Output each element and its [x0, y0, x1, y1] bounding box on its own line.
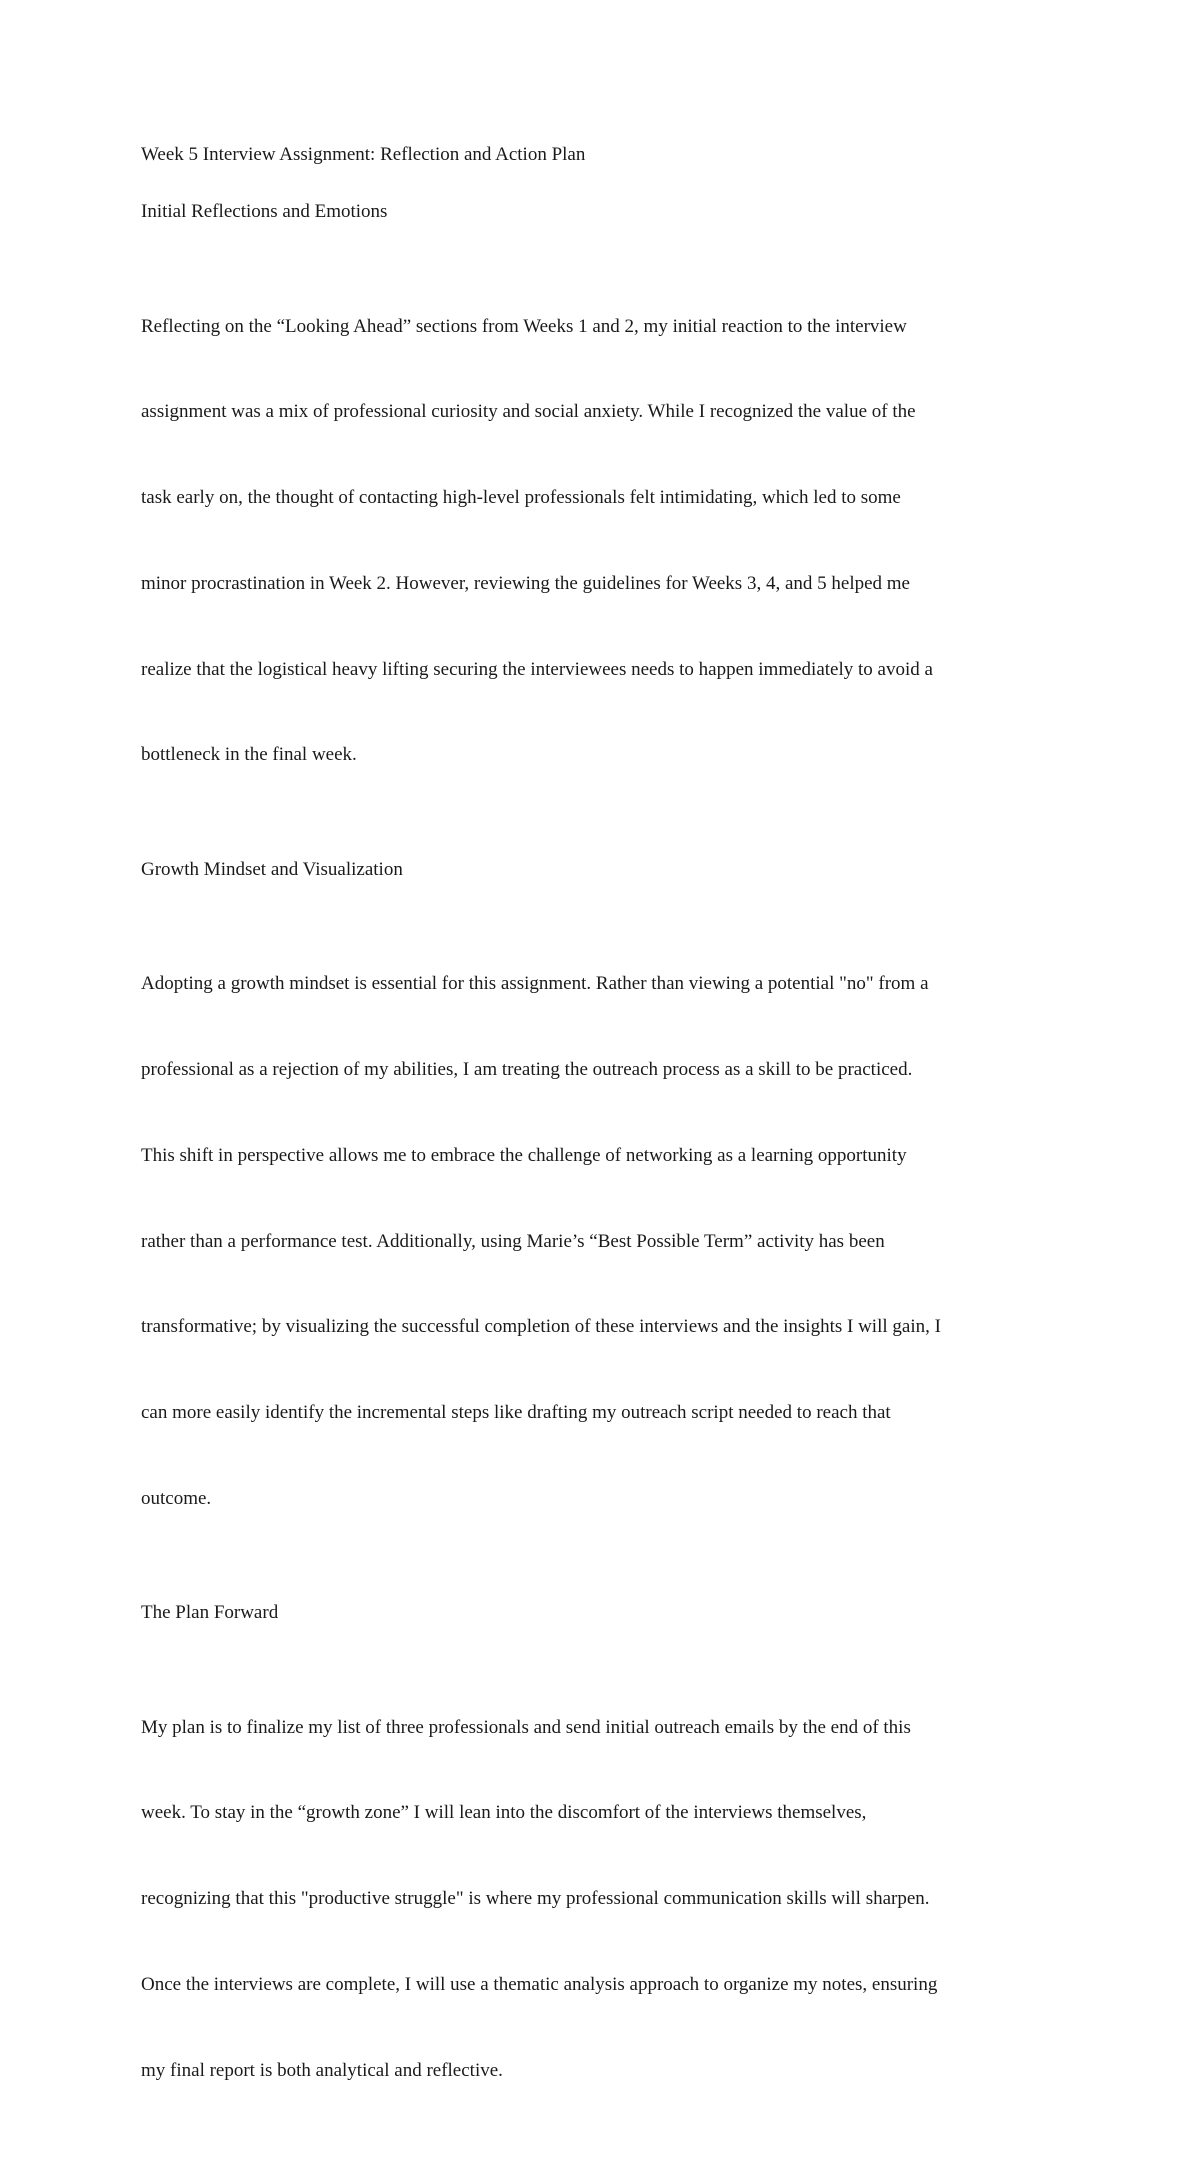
- paragraph-line: bottleneck in the final week.: [141, 744, 357, 766]
- paragraph-line: My plan is to finalize my list of three professionals and send initial outreach emails by the end of this: [141, 1716, 911, 1738]
- paragraph-initial-reflections: [141, 255, 1061, 827]
- paragraph-line: task early on, the thought of contacting high-level professionals felt intimidating, which led to some: [141, 487, 901, 509]
- paragraph-line: professional as a rejection of my abilities, I am treating the outreach process as a skill to be practiced.: [141, 1059, 913, 1080]
- section-heading-initial-reflections: Initial Reflections and Emotions: [141, 201, 388, 223]
- paragraph-line: recognizing that this "productive struggle" is where my professional communication skills will sharpen.: [141, 1888, 930, 1910]
- paragraph-line: Once the interviews are complete, I will use a thematic analysis approach to organize my notes, ensuring: [141, 1974, 938, 1995]
- paragraph-line: realize that the logistical heavy lifting securing the interviewees needs to happen immediately to avoid a: [141, 658, 933, 680]
- paragraph-line: minor procrastination in Week 2. However, reviewing the guidelines for Weeks 3, 4, and 5 helped me: [141, 572, 910, 594]
- paragraph-line: outcome.: [141, 1487, 212, 1509]
- paragraph-line: Reflecting on the “Looking Ahead” sections from Weeks 1 and 2, my initial reaction to the interview: [141, 315, 907, 337]
- paragraph-growth-mindset: [141, 913, 1061, 1571]
- section-heading-growth-mindset: Growth Mindset and Visualization: [141, 858, 403, 880]
- paragraph-plan-forward: [141, 1656, 1061, 2142]
- paragraph-line: This shift in perspective allows me to embrace the challenge of networking as a learning opportunity: [141, 1144, 907, 1166]
- paragraph-line: transformative; by visualizing the successful completion of these interviews and the insights I will gain, I: [141, 1316, 941, 1338]
- paragraph-line: week. To stay in the “growth zone” I will lean into the discomfort of the interviews themselves,: [141, 1802, 867, 1824]
- paragraph-line: my final report is both analytical and reflective.: [141, 2059, 503, 2081]
- paragraph-line: rather than a performance test. Additionally, using Marie’s “Best Possible Term” activity has been: [141, 1230, 885, 1252]
- paragraph-line: can more easily identify the incremental steps like drafting my outreach script needed to reach that: [141, 1402, 891, 1424]
- paragraph-line: Adopting a growth mindset is essential for this assignment. Rather than viewing a potential "no" from a: [141, 973, 929, 995]
- paragraph-line: assignment was a mix of professional curiosity and social anxiety. While I recognized the value of the: [141, 401, 916, 423]
- document-body: [141, 141, 1061, 2171]
- document-title: Week 5 Interview Assignment: Reflection and Action Plan: [141, 144, 586, 165]
- section-heading-plan-forward: The Plan Forward: [141, 1602, 279, 1624]
